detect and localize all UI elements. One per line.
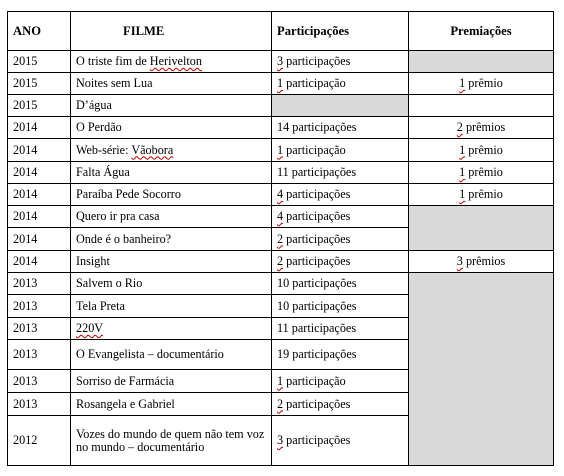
awards-empty-cell (409, 273, 554, 466)
participations-cell (272, 318, 409, 340)
participations-count: 3 (277, 433, 284, 447)
awards-count: 1 (459, 187, 466, 201)
film-title-text: Quero ir pra casa (76, 209, 160, 223)
film-cell (71, 416, 272, 466)
film-title-text: Rosangela e Gabriel (76, 396, 175, 411)
awards-text: prêmio (465, 142, 503, 157)
year-cell: 2013 (8, 340, 71, 370)
year-cell: 2013 (8, 318, 71, 340)
film-cell (71, 95, 272, 117)
awards-cell (409, 139, 554, 162)
participations-cell (272, 206, 409, 228)
participations-text: participação (283, 373, 346, 388)
awards-text: prêmio (465, 76, 503, 90)
table-row (8, 206, 554, 228)
year-cell: 2015 (8, 51, 71, 73)
film-cell (71, 393, 272, 416)
participations-count: 2 (277, 231, 284, 246)
participations-text: participações (283, 433, 351, 447)
awards-text: prêmio (465, 165, 503, 179)
film-title-spellcheck: Herivelton (149, 54, 202, 68)
year-cell: 2013 (8, 370, 71, 393)
film-cell (71, 162, 272, 184)
table-row (8, 117, 554, 139)
table-row (8, 95, 554, 117)
film-title-text: Falta Água (76, 165, 130, 179)
film-title-text: Sorriso de Farmácia (76, 373, 175, 388)
awards-cell (409, 162, 554, 184)
film-cell (71, 51, 272, 73)
participations-cell (272, 117, 409, 139)
awards-cell (409, 73, 554, 95)
film-title-text: O triste fim de (76, 54, 150, 68)
participations-text: participações (283, 254, 351, 268)
year-cell: 2014 (8, 162, 71, 184)
participations-cell (272, 95, 409, 117)
participations-cell (272, 393, 409, 416)
awards-empty-cell (409, 51, 554, 73)
year-cell: 2014 (8, 251, 71, 273)
awards-count: 1 (459, 76, 466, 90)
film-title-spellcheck: 220V (76, 321, 104, 335)
participations-cell (272, 184, 409, 206)
year-cell: 2015 (8, 73, 71, 95)
year-cell: 2014 (8, 117, 71, 139)
table-body (8, 51, 554, 466)
awards-count: 2 (456, 120, 463, 134)
film-title-text: Paraíba Pede Socorro (76, 187, 181, 201)
film-cell (71, 318, 272, 340)
film-title-text: D’água (76, 98, 112, 112)
participations-count: 1 (277, 142, 284, 157)
participations-text: participação (283, 142, 346, 157)
year-cell: 2014 (8, 206, 71, 228)
participations-cell (272, 139, 409, 162)
participations-text: 14 participações (277, 120, 357, 134)
year-cell: 2013 (8, 295, 71, 318)
film-title-text: Insight (76, 254, 110, 268)
awards-text: prêmios (462, 254, 506, 268)
participations-count: 2 (277, 396, 284, 411)
film-title-text: Web-série: (76, 142, 132, 157)
participations-text: participações (283, 396, 351, 411)
film-cell (71, 340, 272, 370)
awards-text: prêmios (462, 120, 506, 134)
film-title-text: Vozes do mundo de quem não tem voz no mundo – documentário (76, 426, 265, 454)
header-film: FILME (71, 12, 272, 51)
film-cell (71, 73, 272, 95)
participations-cell (272, 340, 409, 370)
film-cell (71, 117, 272, 139)
film-cell (71, 139, 272, 162)
participations-cell (272, 162, 409, 184)
film-title-text: Onde é o banheiro? (76, 231, 172, 246)
participations-cell (272, 228, 409, 251)
table-row (8, 273, 554, 295)
year-cell: 2014 (8, 228, 71, 251)
table-row (8, 251, 554, 273)
films-table (7, 11, 554, 466)
awards-empty-cell (409, 206, 554, 251)
film-title-text: Noites sem Lua (76, 76, 153, 90)
year-cell: 2013 (8, 393, 71, 416)
table-row (8, 162, 554, 184)
film-cell (71, 251, 272, 273)
table-row (8, 51, 554, 73)
participations-text: 10 participações (277, 298, 357, 313)
awards-cell (409, 117, 554, 139)
participations-cell (272, 73, 409, 95)
table-row (8, 139, 554, 162)
year-cell: 2014 (8, 184, 71, 206)
header-year: ANO (8, 12, 71, 51)
table-row (8, 184, 554, 206)
film-title-text: Tela Preta (76, 298, 125, 313)
participations-text: participações (283, 209, 351, 223)
film-cell (71, 370, 272, 393)
film-cell (71, 228, 272, 251)
awards-text: prêmio (465, 187, 503, 201)
table-row (8, 73, 554, 95)
participations-cell (272, 273, 409, 295)
year-cell: 2014 (8, 139, 71, 162)
participations-cell (272, 251, 409, 273)
film-title-text: O Perdão (76, 120, 122, 134)
participations-cell (272, 51, 409, 73)
participations-count: 4 (277, 187, 284, 201)
participations-count: 4 (277, 209, 284, 223)
awards-cell (409, 184, 554, 206)
year-cell: 2012 (8, 416, 71, 466)
film-cell (71, 206, 272, 228)
participations-cell (272, 416, 409, 466)
year-cell: 2015 (8, 95, 71, 117)
participations-text: participações (283, 54, 351, 68)
table-header-row (8, 12, 554, 51)
awards-empty-cell (409, 95, 554, 117)
participations-text: 11 participações (277, 165, 357, 179)
participations-count: 1 (277, 373, 284, 388)
participations-count: 3 (277, 54, 284, 68)
participations-count: 1 (277, 76, 284, 90)
participations-text: 19 participações (277, 347, 357, 361)
awards-count: 1 (459, 165, 466, 179)
participations-text: 11 participações (277, 321, 357, 335)
participations-cell (272, 370, 409, 393)
awards-count: 3 (456, 254, 463, 268)
participations-text: participações (283, 187, 351, 201)
year-cell: 2013 (8, 273, 71, 295)
film-cell (71, 295, 272, 318)
participations-text: 10 participações (277, 276, 357, 290)
film-cell (71, 184, 272, 206)
participations-text: participação (283, 76, 346, 90)
participations-cell (272, 295, 409, 318)
header-awards: Premiações (409, 12, 554, 51)
awards-cell (409, 251, 554, 273)
film-title-spellcheck: Vãobora (131, 142, 174, 157)
film-title-text: Salvem o Rio (76, 276, 143, 290)
film-cell (71, 273, 272, 295)
participations-text: participações (283, 231, 351, 246)
header-participations: Participações (272, 12, 409, 51)
participations-count: 2 (277, 254, 284, 268)
film-title-text: O Evangelista – documentário (76, 347, 224, 361)
awards-count: 1 (459, 142, 466, 157)
